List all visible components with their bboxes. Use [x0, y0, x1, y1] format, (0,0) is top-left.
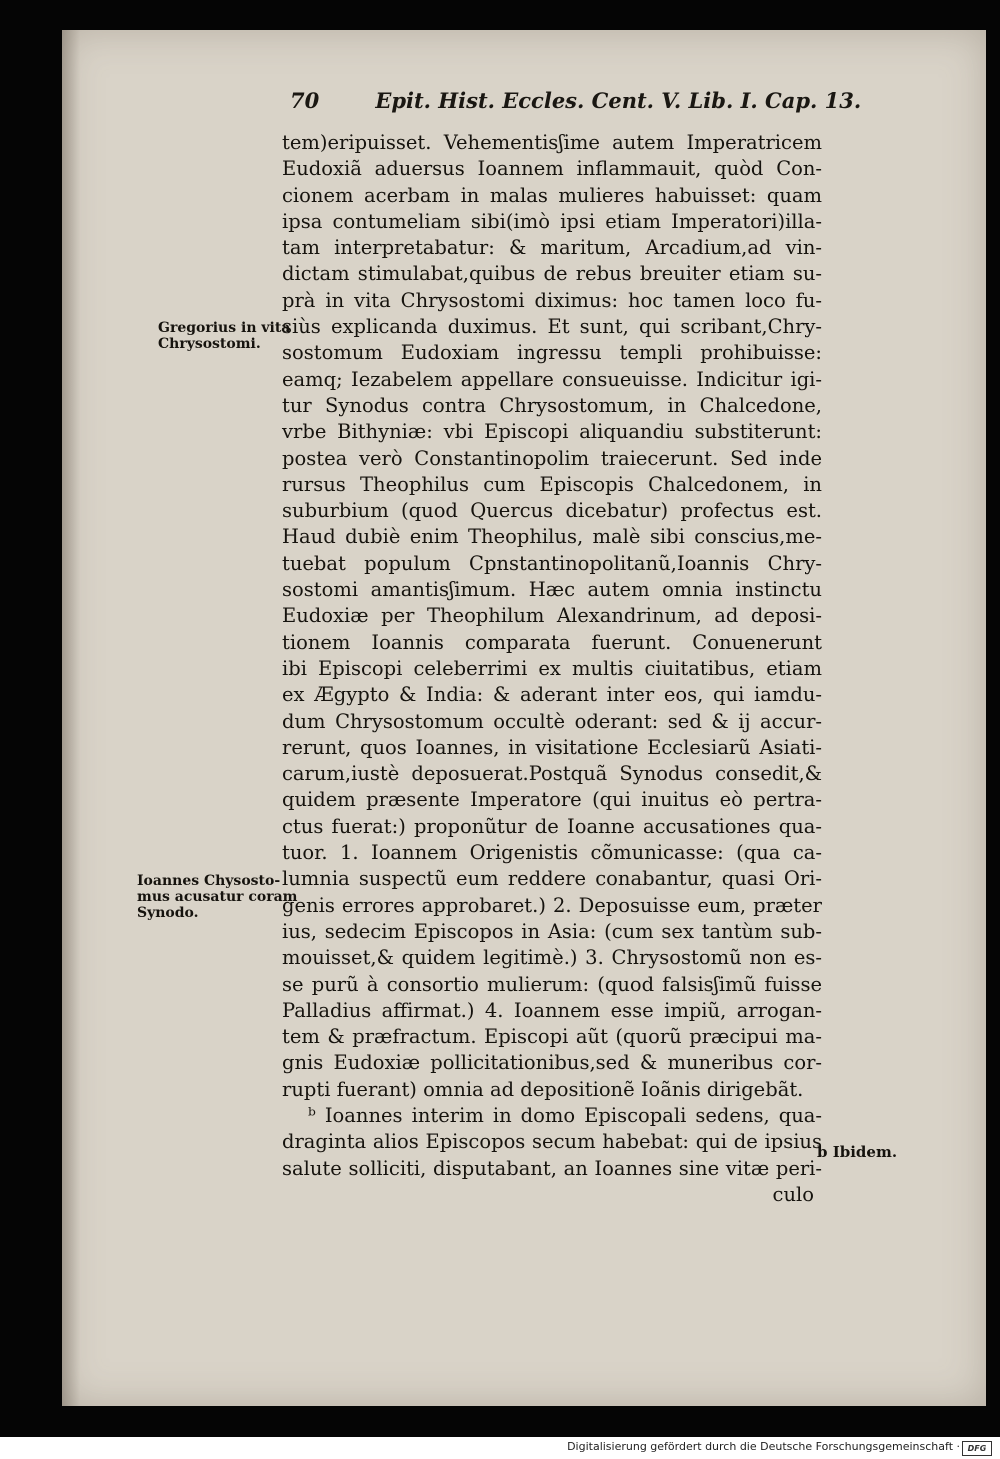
text-line: ipsa contumeliam sibi(imò ipsi etiam Imperatori)illa-	[282, 209, 822, 233]
text-line: eamq; Iezabelem appellare consueuisse. Indicitur igi-	[282, 367, 822, 391]
text-line: lumnia suspectũ eum reddere conabantur, quasi Ori-	[282, 867, 822, 891]
margin-note-gregorius	[158, 320, 290, 352]
margin-note-ibidem: b Ibidem.	[817, 1143, 898, 1161]
text-line: gnis Eudoxiæ pollicitationibus,sed & muneribus cor-	[282, 1051, 822, 1075]
margin-note-line: mus acusatur coram	[137, 889, 298, 905]
text-line: suburbium (quod Quercus dicebatur) profectus est.	[282, 499, 822, 523]
text-line: rupti fuerant) omnia ad depositionẽ Ioãnis dirigebãt.	[282, 1077, 804, 1101]
text-line: ctus fuerat:) proponũtur de Ioanne accusationes qua-	[282, 814, 822, 838]
margin-note-line: Gregorius in vita	[158, 320, 291, 336]
body-text	[282, 130, 822, 1208]
text-line: ibi Episcopi celeberrimi ex multis ciuitatibus, etiam	[282, 656, 822, 680]
book-page	[62, 30, 986, 1406]
text-line: ex Ægypto & India: & aderant inter eos, qui iamdu-	[282, 683, 822, 707]
text-line: prà in vita Chrysostomi diximus: hoc tamen loco fu-	[282, 288, 822, 312]
text-line: tem & præfractum. Episcopi aũt (quorũ præcipui ma-	[282, 1025, 822, 1049]
running-head	[290, 88, 862, 113]
funding-credit: Digitalisierung gefördert durch die Deutsche Forschungsgemeinschaft ·	[567, 1440, 960, 1453]
text-line: tionem Ioannis comparata fuerunt. Conuenerunt	[282, 630, 822, 654]
page-number: 70	[290, 88, 320, 113]
text-line: salute solliciti, disputabant, an Ioannes sine vitæ peri-	[282, 1156, 822, 1180]
text-line: tam interpretabatur: & maritum, Arcadium,ad vin-	[282, 236, 822, 260]
footer-bar	[0, 1437, 1000, 1459]
dfg-logo: DFG	[962, 1441, 992, 1456]
text-line: quidem præsente Imperatore (qui inuitus eò pertra-	[282, 788, 822, 812]
text-line: vrbe Bithyniæ: vbi Episcopi aliquandiu substiterunt:	[282, 420, 822, 444]
running-head-title: Epit. Hist. Eccles. Cent. V. Lib. I. Cap. 13.	[375, 88, 862, 113]
catchword: culo	[772, 1182, 814, 1206]
text-line: Eudoxiã aduersus Ioannem inflammauit, quòd Con-	[282, 157, 822, 181]
margin-note-line: Synodo.	[137, 905, 199, 921]
text-line: Palladius affirmat.) 4. Ioannem esse impiũ, arrogan-	[282, 998, 822, 1022]
text-line: tem)eripuisset. Vehementisʃime autem Imperatricem	[282, 131, 822, 154]
text-line: dum Chrysostomum occultè oderant: sed & ij accur-	[282, 709, 822, 733]
text-line: genis errores approbaret.) 2. Deposuisse eum, præter	[282, 893, 822, 917]
text-line: sostomi amantisʃimum. Hæc autem omnia instinctu	[282, 578, 822, 602]
text-line: Haud dubiè enim Theophilus, malè sibi conscius,me-	[282, 525, 822, 549]
text-line: carum,iustè deposuerat.Postquã Synodus consedit,&	[282, 762, 822, 786]
text-line: rerunt, quos Ioannes, in visitatione Ecclesiarũ Asiati-	[282, 735, 822, 759]
text-line: sostomum Eudoxiam ingressu templi prohibuisse:	[282, 341, 822, 365]
text-line: se purũ à consortio mulierum: (quod falsisʃimũ fuisse	[282, 972, 822, 996]
text-line: rursus Theophilus cum Episcopis Chalcedonem, in	[282, 472, 822, 496]
margin-note-line: Chrysostomi.	[158, 336, 261, 352]
text-line: dictam stimulabat,quibus de rebus breuiter etiam su-	[282, 262, 822, 286]
margin-note-accusation	[137, 873, 298, 921]
text-line: cionem acerbam in malas mulieres habuisset: quam	[282, 183, 822, 207]
text-line: tuor. 1. Ioannem Origenistis cõmunicasse: (qua ca-	[282, 841, 822, 865]
text-line: ᵇ Ioannes interim in domo Episcopali sedens, qua-	[308, 1103, 822, 1127]
margin-note-line: Ioannes Chysosto-	[137, 873, 281, 889]
text-line: postea verò Constantinopolim traiecerunt. Sed inde	[282, 446, 822, 470]
text-line: Eudoxiæ per Theophilum Alexandrinum, ad deposi-	[282, 604, 822, 628]
text-line: siùs explicanda duximus. Et sunt, qui scribant,Chry-	[282, 315, 822, 339]
text-line: tur Synodus contra Chrysostomum, in Chalcedone,	[282, 393, 822, 417]
text-line: ius, sedecim Episcopos in Asia: (cum sex tantùm sub-	[282, 919, 822, 943]
text-line: draginta alios Episcopos secum habebat: qui de ipsius	[282, 1130, 822, 1154]
text-line: mouisset,& quidem legitimè.) 3. Chrysostomũ non es-	[282, 946, 822, 970]
gutter-shadow	[62, 30, 80, 1406]
text-line: tuebat populum Cpnstantinopolitanũ,Ioannis Chry-	[282, 551, 822, 575]
